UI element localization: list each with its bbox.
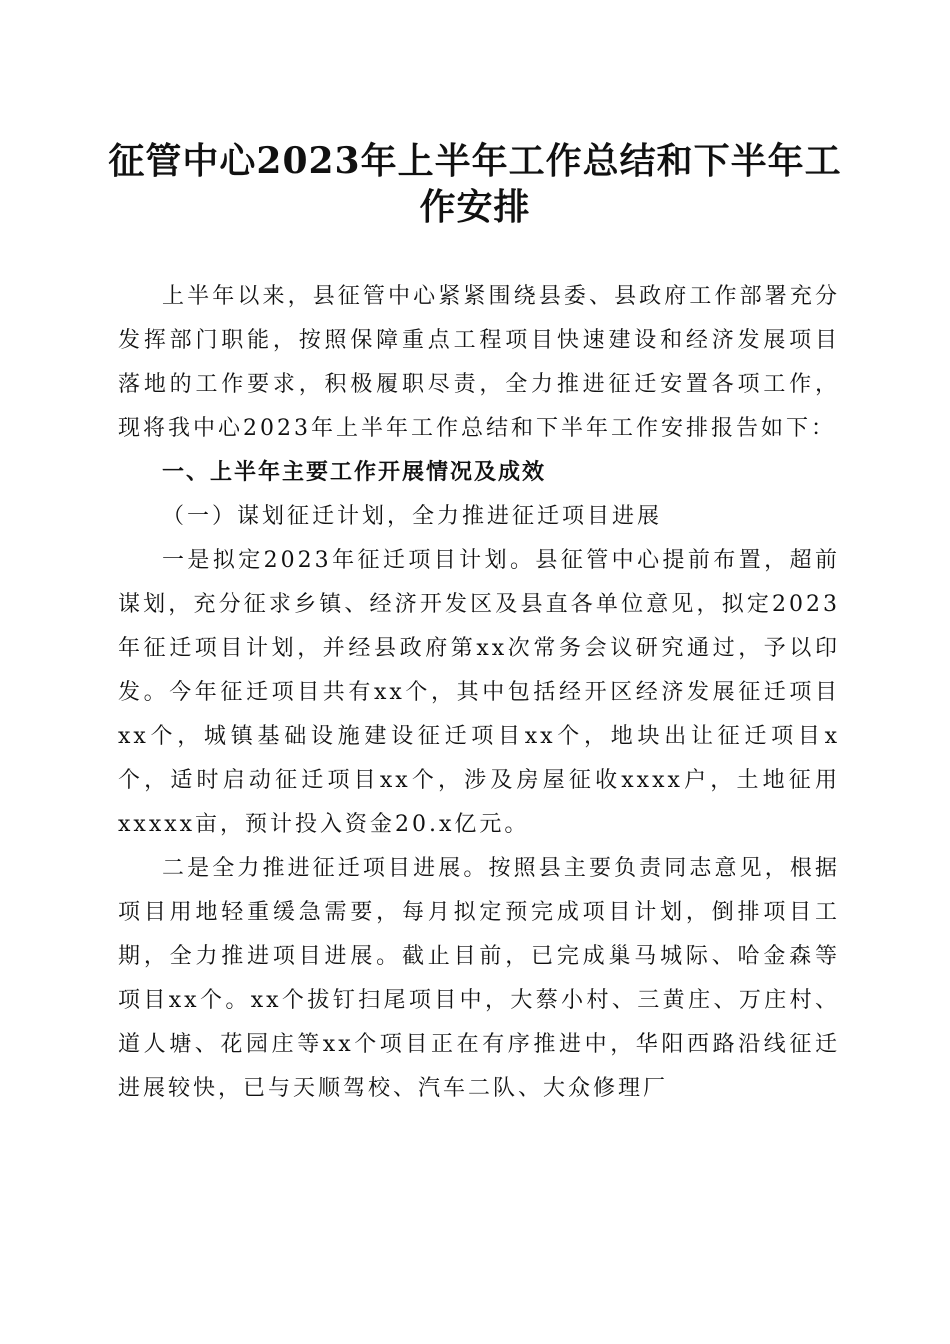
item-paragraph-2 <box>118 847 840 1111</box>
document-body <box>118 275 840 1111</box>
document-title: 征管中心2023年上半年工作总结和下半年工作安排 <box>108 140 842 228</box>
item-lead-1: 一是拟定2023年征迁项目计划。 <box>162 548 536 573</box>
item-lead-2: 二是全力推进征迁项目进展。 <box>162 856 489 881</box>
intro-paragraph: 上半年以来，县征管中心紧紧围绕县委、县政府工作部署充分发挥部门职能，按照保障重点工程项目快速建设和经济发展项目落地的工作要求，积极履职尽责，全力推进征迁安置各项工作，现将我中心2023年上半年工作总结和下半年工作安排报告如下： <box>118 284 840 441</box>
item-text-1: 县征管中心提前布置，超前谋划，充分征求乡镇、经济开发区及县直各单位意见，拟定2023年征迁项目计划，并经县政府第xx次常务会议研究通过，予以印发。今年征迁项目共有xx个，其中包括经开区经济发展征迁项目xx个，城镇基础设施建设征迁项目xx个，地块出让征迁项目x个，适时启动征迁项目xx个，涉及房屋征收xxxx户，土地征用xxxxx亩，预计投入资金20.x亿元。 <box>118 548 840 837</box>
item-paragraph-1 <box>118 539 840 847</box>
item-text-2: 按照县主要负责同志意见，根据项目用地轻重缓急需要，每月拟定预完成项目计划，倒排项目工期，全力推进项目进展。截止目前，已完成巢马城际、哈金森等项目xx个。xx个拔钉扫尾项目中，大蔡小村、三黄庄、万庄村、道人塘、花园庄等xx个项目正在有序推进中，华阳西路沿线征迁进展较快，已与天顺驾校、汽车二队、大众修理厂 <box>118 856 840 1101</box>
section-heading: 一、上半年主要工作开展情况及成效 <box>162 460 547 485</box>
subsection-heading: （一）谋划征迁计划，全力推进征迁项目进展 <box>162 504 663 529</box>
